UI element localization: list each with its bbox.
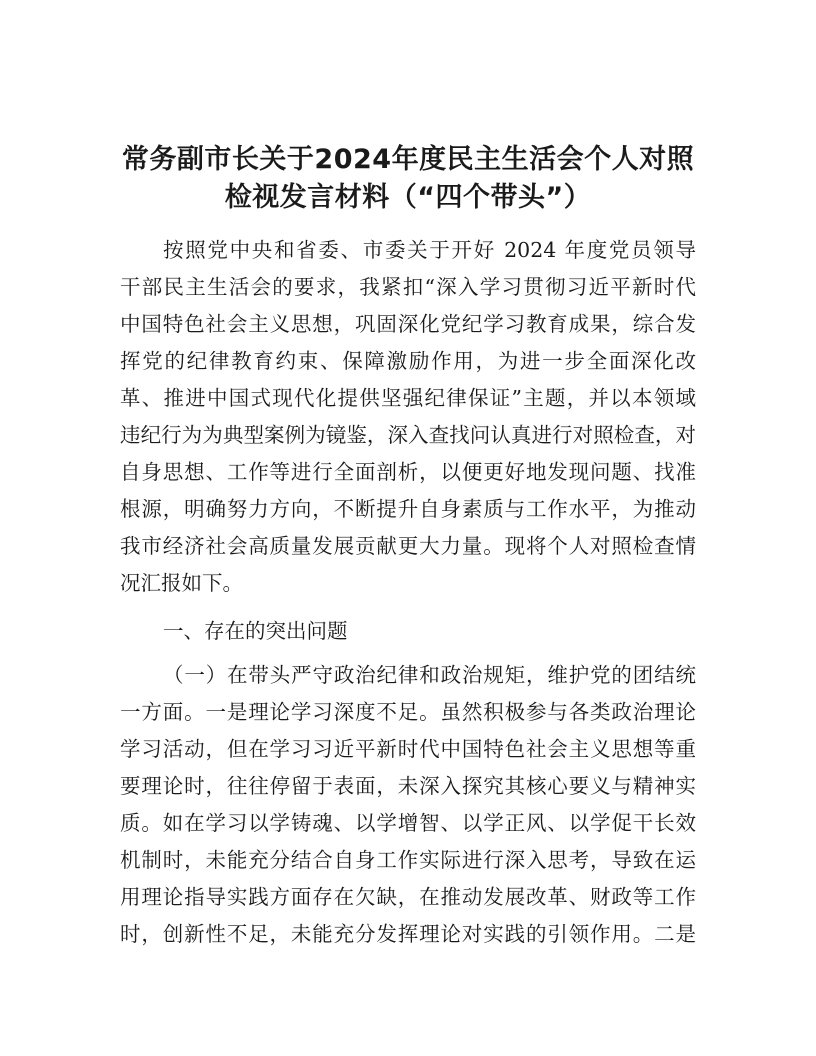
paragraph-line: （一）在带头严守政治纪律和政治规矩，维护党的团结统 [163, 663, 696, 687]
document-title-line-1: 常务副市长关于2024年度民主生活会个人对照 [121, 144, 695, 175]
paragraph-line: 根源，明确努力方向，不断提升自身素质与工作水平，为推动 [120, 497, 696, 521]
paragraph-line: 一方面。一是理论学习深度不足。虽然积极参与各类政治理论 [120, 700, 696, 724]
paragraph-line: 况汇报如下。 [120, 571, 243, 595]
paragraph-line: 我市经济社会高质量发展贡献更大力量。现将个人对照检查情 [120, 534, 696, 558]
document-title-line-2: 检视发言材料（“四个带头”） [224, 182, 592, 213]
paragraph-line: 违纪行为为典型案例为镜鉴，深入查找问认真进行对照检查，对 [120, 423, 696, 447]
paragraph-line: 机制时，未能充分结合自身工作实际进行深入思考，导致在运 [120, 848, 696, 872]
paragraph-line: 挥党的纪律教育约束、保障激励作用，为进一步全面深化改 [120, 349, 696, 373]
paragraph-line: 学习活动，但在学习习近平新时代中国特色社会主义思想等重 [120, 737, 696, 761]
paragraph-line: 按照党中央和省委、市委关于开好 2024 年度党员领导 [163, 238, 696, 262]
section-heading: 一、存在的突出问题 [163, 619, 348, 643]
paragraph-line: 要理论时，往往停留于表面，未深入探究其核心要义与精神实 [120, 774, 696, 798]
paragraph-line: 中国特色社会主义思想，巩固深化党纪学习教育成果，综合发 [120, 312, 696, 336]
paragraph-line: 革、推进中国式现代化提供坚强纪律保证”主题，并以本领域 [120, 386, 696, 410]
paragraph-line: 时，创新性不足，未能充分发挥理论对实践的引领作用。二是 [120, 922, 696, 946]
paragraph-line: 用理论指导实践方面存在欠缺，在推动发展改革、财政等工作 [120, 885, 696, 909]
paragraph-line: 质。如在学习以学铸魂、以学增智、以学正风、以学促干长效 [120, 811, 696, 835]
paragraph-line: 自身思想、工作等进行全面剖析，以便更好地发现问题、找准 [120, 460, 696, 484]
paragraph-line: 干部民主生活会的要求，我紧扣“深入学习贯彻习近平新时代 [120, 275, 696, 299]
